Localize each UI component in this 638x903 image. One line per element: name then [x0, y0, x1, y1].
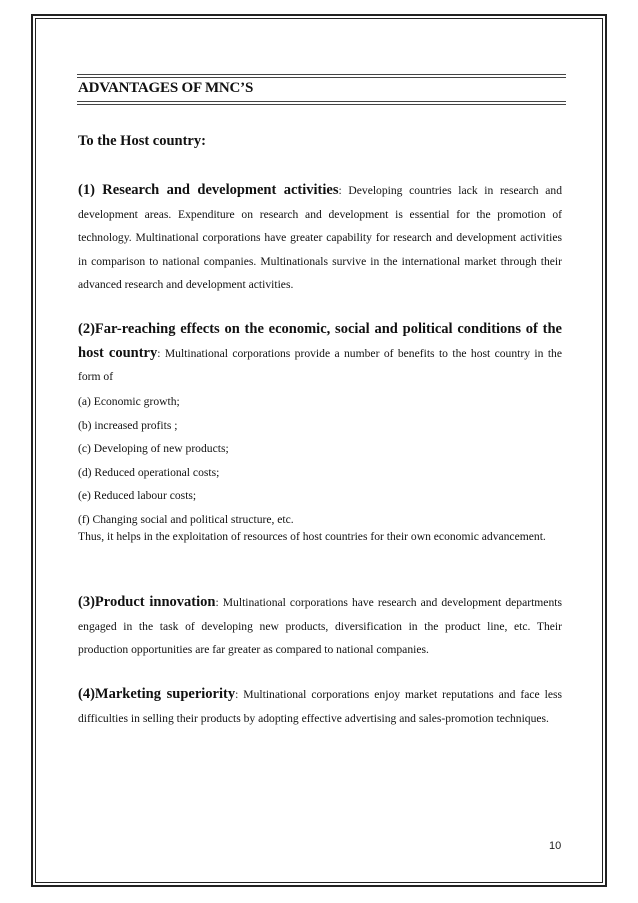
paragraph-body: : Developing countries lack in research and development areas. Expenditure on research and development is essential for the promotion of technology. Multinational corporations have greater capability for research and development activities in comparison to national companies. Multinationals survive in the international market through their advanced research and development activities. — [78, 184, 562, 292]
list-item: (c) Developing of new products; — [78, 442, 229, 456]
paragraph-research-development — [78, 179, 562, 297]
paragraph-lead: (1) Research and development activities — [78, 182, 339, 198]
section-subtitle: To the Host country: — [78, 133, 206, 149]
page-title: ADVANTAGES OF MNC’S — [78, 80, 254, 96]
list-item: (e) Reduced labour costs; — [78, 489, 197, 503]
paragraph-lead: (2)Far-reaching effects on the economic, social and political conditions of the host country — [78, 321, 562, 361]
list-item: (d) Reduced operational costs; — [78, 465, 220, 479]
benefits-list — [78, 390, 562, 532]
paragraph-lead: (3)Product innovation — [78, 594, 216, 610]
paragraph-product-innovation — [78, 591, 562, 662]
heading-rule-bottom-second — [77, 104, 566, 105]
paragraph-body: : Multinational corporations have research and development departments engaged in the task of developing new products, diversification in the product line, etc. Their production opportunities are far greater as compared to national companies. — [78, 596, 562, 657]
paragraph-body: : Multinational corporations enjoy market reputations and face less difficulties in selling their products by adopting effective advertising and sales-promotion techniques. — [78, 688, 562, 725]
list-item: (b) increased profits ; — [78, 418, 178, 432]
paragraph-lead: (4)Marketing superiority — [78, 686, 236, 702]
page-number: 10 — [549, 840, 562, 852]
heading-rule-bottom — [77, 101, 566, 102]
paragraph-marketing-superiority — [78, 683, 562, 730]
list-item: (f) Changing social and political structure, etc. — [78, 512, 294, 526]
heading-rule-top — [77, 74, 566, 75]
paragraph-body: : Multinational corporations provide a number of benefits to the host country in the form of — [78, 346, 562, 384]
list-item: (a) Economic growth; — [78, 395, 180, 408]
heading-rule-top-second — [77, 77, 566, 78]
paragraph-closing: Thus, it helps in the exploitation of resources of host countries for their own economic advancement. — [78, 530, 546, 543]
paragraph-far-reaching-effects — [78, 318, 562, 389]
